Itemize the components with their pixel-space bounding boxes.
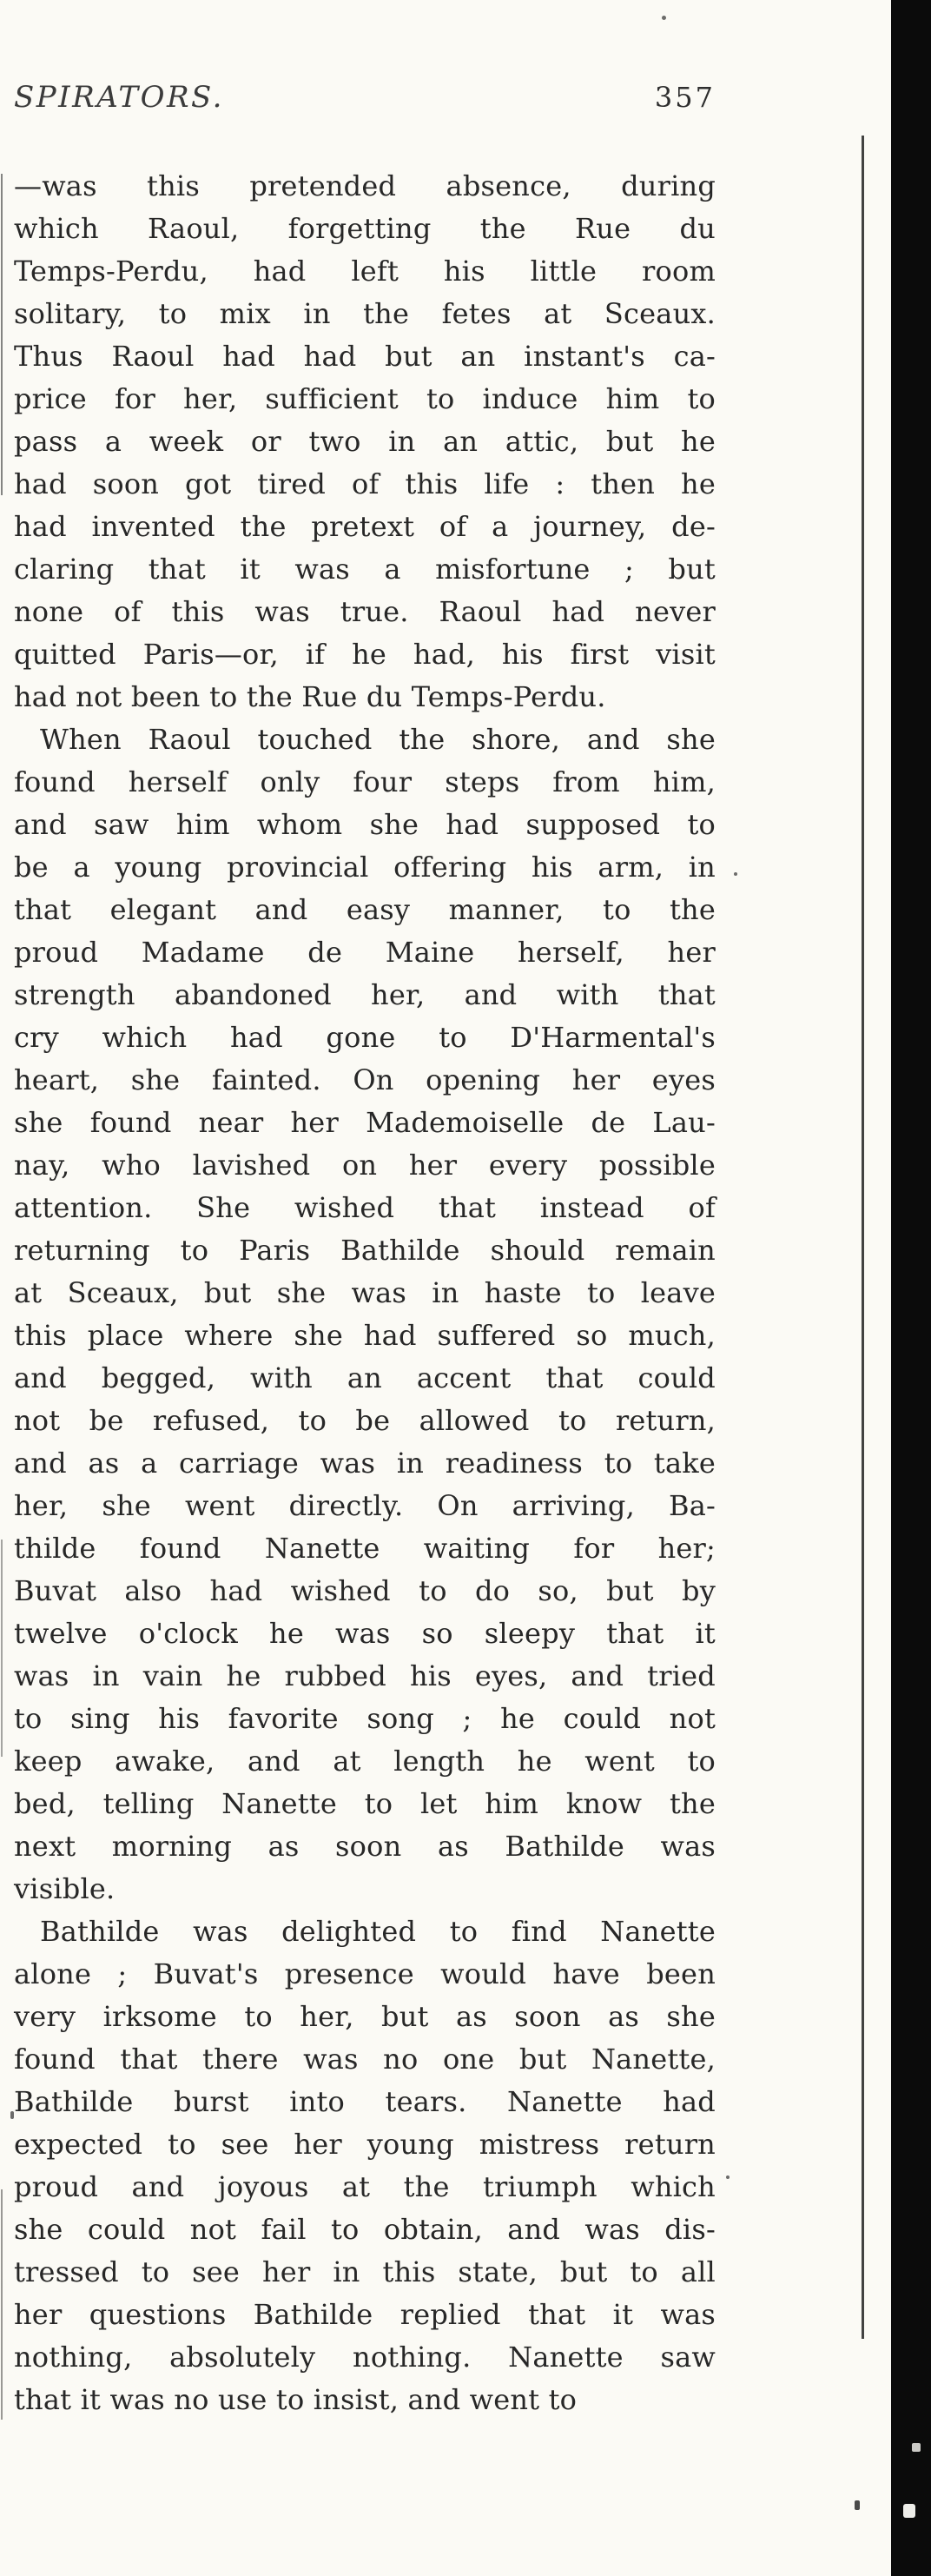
- running-head: [14, 80, 716, 115]
- text-line: claring that it was a misfortune ; but: [14, 553, 716, 586]
- text-line: thilde found Nanette waiting for her;: [14, 1532, 716, 1565]
- text-line: twelve o'clock he was so sleepy that it: [14, 1617, 716, 1650]
- text-line: had not been to the Rue du Temps-Perdu.: [14, 680, 606, 713]
- text-line: was in vain he rubbed his eyes, and tried: [14, 1659, 716, 1692]
- text-line: Thus Raoul had had but an instant's ca-: [14, 340, 716, 373]
- text-line: not be refused, to be allowed to return,: [14, 1404, 716, 1437]
- left-edge-mark: [1, 1540, 3, 1757]
- text-line: quitted Paris—or, if he had, his first visit: [14, 638, 716, 671]
- page-edge-line: [862, 136, 864, 2339]
- text-line: which Raoul, forgetting the Rue du: [14, 212, 716, 245]
- text-line: nothing, absolutely nothing. Nanette saw: [14, 2341, 716, 2374]
- text-line: proud and joyous at the triumph which: [14, 2170, 716, 2203]
- scan-speck: [662, 16, 666, 20]
- paragraph: [14, 1910, 716, 2421]
- text-line: heart, she fainted. On opening her eyes: [14, 1063, 716, 1096]
- text-line: be a young provincial offering his arm, in: [14, 851, 716, 884]
- text-line: proud Madame de Maine herself, her: [14, 936, 716, 969]
- scan-speck: [734, 872, 737, 876]
- text-line: bed, telling Nanette to let him know the: [14, 1787, 716, 1820]
- text-line: at Sceaux, but she was in haste to leave: [14, 1276, 716, 1309]
- text-line: price for her, sufficient to induce him to: [14, 382, 716, 415]
- text-line: had invented the pretext of a journey, de-: [14, 510, 716, 543]
- text-line: Temps-Perdu, had left his little room: [14, 255, 716, 288]
- text-line: none of this was true. Raoul had never: [14, 595, 716, 628]
- text-line: keep awake, and at length he went to: [14, 1745, 716, 1778]
- text-line: Bathilde was delighted to find Nanette: [40, 1915, 716, 1948]
- page-number: 357: [654, 81, 716, 114]
- text-line: nay, who lavished on her every possible: [14, 1149, 716, 1182]
- text-line: she could not fail to obtain, and was dis-: [14, 2213, 716, 2246]
- text-line: that elegant and easy manner, to the: [14, 893, 716, 926]
- text-line: and as a carriage was in readiness to take: [14, 1447, 716, 1480]
- text-line: expected to see her young mistress return: [14, 2128, 716, 2161]
- text-line: cry which had gone to D'Harmental's: [14, 1021, 716, 1054]
- binding-bar-mark: [912, 2443, 921, 2452]
- text-line: to sing his favorite song ; he could not: [14, 1702, 716, 1735]
- text-line: had soon got tired of this life : then he: [14, 467, 716, 500]
- text-line: she found near her Mademoiselle de Lau-: [14, 1106, 716, 1139]
- running-title: SPIRATORS.: [14, 80, 224, 115]
- text-line: Bathilde burst into tears. Nanette had: [14, 2085, 716, 2118]
- text-line: pass a week or two in an attic, but he: [14, 425, 716, 458]
- page-text: [14, 165, 716, 2421]
- text-line: this place where she had suffered so much,: [14, 1319, 716, 1352]
- left-edge-mark: [1, 174, 3, 495]
- left-edge-mark: [1, 2189, 3, 2420]
- scan-speck: [855, 2500, 860, 2510]
- scan-speck: [726, 2175, 730, 2179]
- text-line: next morning as soon as Bathilde was: [14, 1830, 716, 1863]
- text-line: attention. She wished that instead of: [14, 1191, 716, 1224]
- text-line: and begged, with an accent that could: [14, 1361, 716, 1394]
- text-line: strength abandoned her, and with that: [14, 978, 716, 1011]
- paragraph: [14, 165, 716, 718]
- text-line: that it was no use to insist, and went to: [14, 2383, 578, 2416]
- text-line: When Raoul touched the shore, and she: [40, 723, 716, 756]
- text-line: found that there was no one but Nanette,: [14, 2043, 716, 2076]
- book-binding-bar: [891, 0, 931, 2576]
- text-line: returning to Paris Bathilde should remain: [14, 1234, 716, 1267]
- text-line: solitary, to mix in the fetes at Sceaux.: [14, 297, 716, 330]
- text-line: —was this pretended absence, during: [14, 169, 716, 202]
- text-line: her questions Bathilde replied that it was: [14, 2298, 716, 2331]
- text-line: her, she went directly. On arriving, Ba-: [14, 1489, 716, 1522]
- text-line: found herself only four steps from him,: [14, 765, 716, 798]
- text-line: Buvat also had wished to do so, but by: [14, 1574, 716, 1607]
- scan-speck: [10, 2111, 14, 2119]
- binding-bar-mark: [903, 2504, 915, 2518]
- text-line: visible.: [14, 1872, 116, 1905]
- text-line: and saw him whom she had supposed to: [14, 808, 716, 841]
- text-line: tressed to see her in this state, but to all: [14, 2255, 716, 2288]
- text-line: very irksome to her, but as soon as she: [14, 2000, 716, 2033]
- paragraph: [14, 718, 716, 1910]
- text-line: alone ; Buvat's presence would have been: [14, 1957, 716, 1990]
